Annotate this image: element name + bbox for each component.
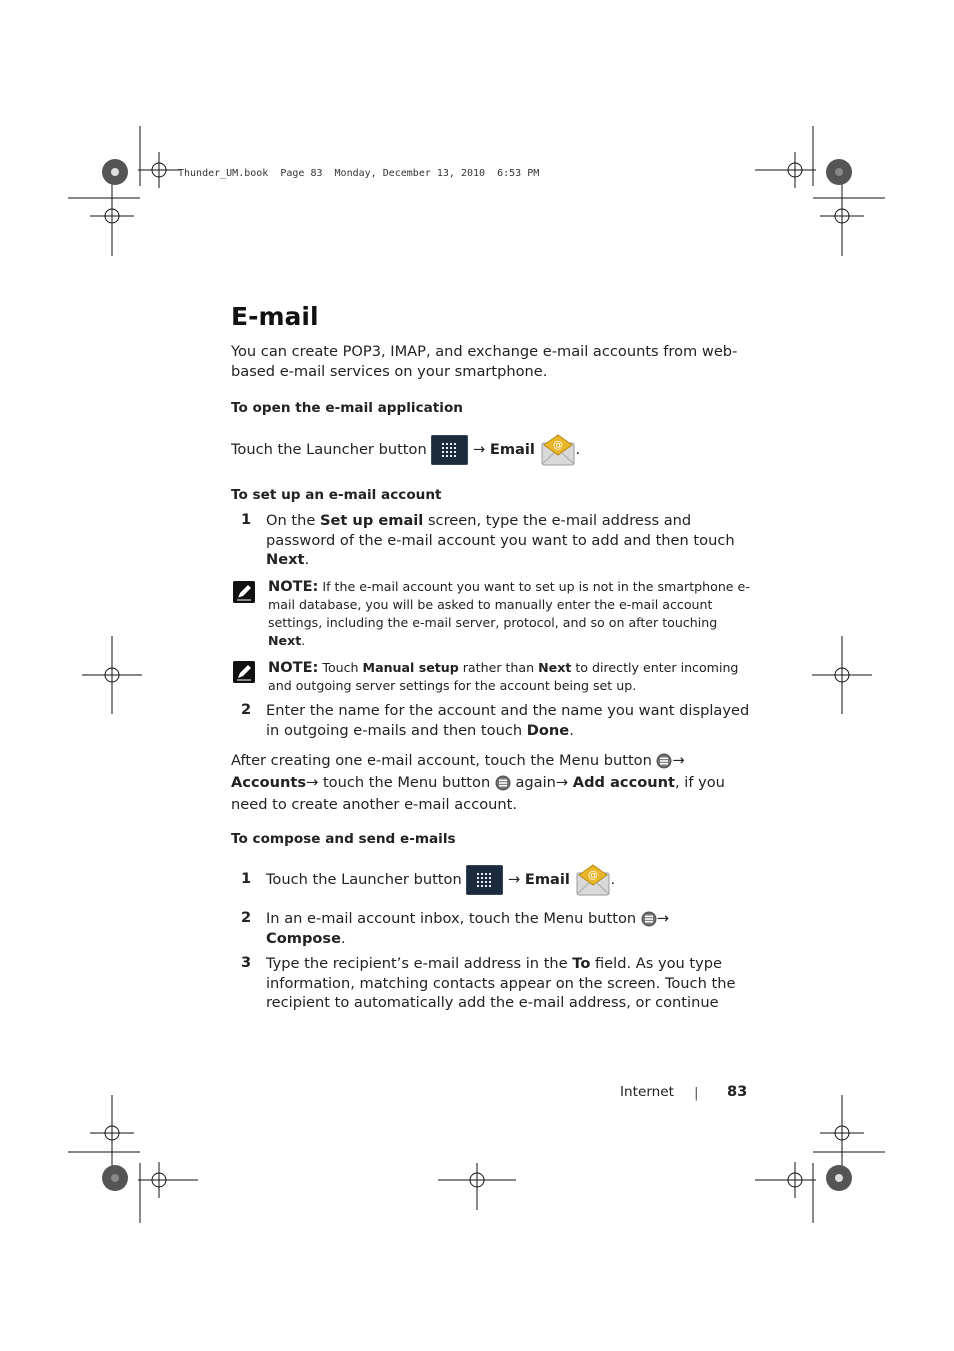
bold-text: Add account — [572, 774, 675, 791]
note-label: NOTE: — [268, 659, 319, 676]
note-1 — [268, 578, 751, 650]
compose-step-3 — [266, 954, 751, 1013]
compose-step-1 — [266, 863, 751, 897]
svg-text:@: @ — [587, 870, 598, 881]
email-label: Email — [524, 871, 570, 888]
after-paragraph — [231, 750, 751, 816]
step-number: 2 — [241, 909, 252, 926]
page-number: 83 — [727, 1083, 748, 1100]
note-2 — [268, 659, 751, 695]
text: Type the recipient’s e-mail address in the — [266, 955, 573, 972]
launcher-icon — [466, 865, 503, 895]
text: again→ — [510, 774, 573, 791]
launcher-icon — [431, 435, 468, 465]
text: field. As you type information, matching contacts appear on the screen. Touch the recipient to automatically add the e-mail address, or continue — [266, 955, 736, 1011]
compose-step-2 — [266, 909, 751, 948]
text: , if you need to create another e-mail account. — [231, 774, 725, 813]
setup-step-2 — [266, 701, 751, 740]
step-number: 1 — [241, 870, 252, 887]
arrow: → — [473, 441, 486, 458]
open-section-heading: To open the e-mail application — [231, 400, 463, 416]
print-header: Thunder_UM.book Page 83 Monday, December 13, 2010 6:53 PM — [178, 168, 540, 179]
text: On the — [266, 512, 320, 529]
open-text: Touch the Launcher button — [231, 441, 427, 458]
svg-text:@: @ — [552, 440, 563, 451]
bold-text: Next — [266, 551, 305, 568]
bold-text: To — [572, 955, 591, 972]
text: In an e-mail account inbox, touch the Menu button — [266, 910, 641, 927]
text: Enter the name for the account and the name you want displayed in outgoing e-mails and then touch — [266, 702, 750, 739]
page-title: E-mail — [231, 302, 319, 331]
bold-text: Accounts — [231, 774, 307, 791]
text: . — [341, 929, 346, 947]
arrow: → — [656, 910, 670, 927]
arrow: → — [672, 752, 685, 769]
footer-separator: | — [694, 1085, 699, 1101]
step-number: 3 — [241, 954, 252, 971]
text: to directly enter incoming and outgoing server settings for the account being set up. — [268, 660, 739, 693]
setup-step-1 — [266, 511, 751, 570]
setup-section-heading: To set up an e-mail account — [231, 487, 442, 503]
email-label: Email — [489, 441, 535, 458]
text: If the e-mail account you want to set up is not in the smartphone e-mail database, you will be asked to manually enter the e-mail account settings, including the e-mail server, protocol, and so on after touching — [268, 579, 750, 630]
bold-text: Compose — [266, 929, 341, 947]
bold-text: Done — [526, 721, 570, 739]
step-number: 1 — [241, 511, 252, 528]
bold-text: Next — [538, 660, 572, 675]
email-envelope-icon — [575, 863, 611, 897]
period: . — [610, 871, 616, 888]
text: → touch the Menu button — [306, 774, 495, 791]
note-pencil-icon — [233, 661, 255, 683]
menu-button-icon — [656, 753, 672, 769]
note-label: NOTE: — [268, 578, 319, 595]
text: . — [569, 721, 574, 739]
intro-paragraph: You can create POP3, IMAP, and exchange e-mail accounts from web-based e-mail services on your smartphone. — [231, 343, 738, 380]
footer-section-name: Internet — [620, 1084, 674, 1100]
open-instruction — [231, 433, 751, 467]
text: rather than — [458, 660, 539, 675]
step-number: 2 — [241, 701, 252, 718]
period: . — [575, 441, 581, 458]
text: screen, type the e-mail address and password of the e-mail account you want to add and then touch — [266, 512, 735, 549]
bold-text: Manual setup — [362, 660, 459, 675]
text: After creating one e-mail account, touch the Menu button — [231, 752, 657, 769]
arrow: → — [508, 871, 521, 888]
menu-button-icon — [495, 775, 511, 791]
menu-button-icon — [641, 911, 657, 927]
text: Touch the Launcher button — [266, 871, 462, 888]
email-envelope-icon — [540, 433, 576, 467]
text: . — [301, 633, 306, 648]
text: Touch — [318, 660, 363, 675]
note-pencil-icon — [233, 581, 255, 603]
bold-text: Set up email — [319, 512, 424, 529]
compose-section-heading: To compose and send e-mails — [231, 831, 456, 847]
bold-text: Next — [268, 633, 302, 648]
text: . — [304, 551, 310, 568]
